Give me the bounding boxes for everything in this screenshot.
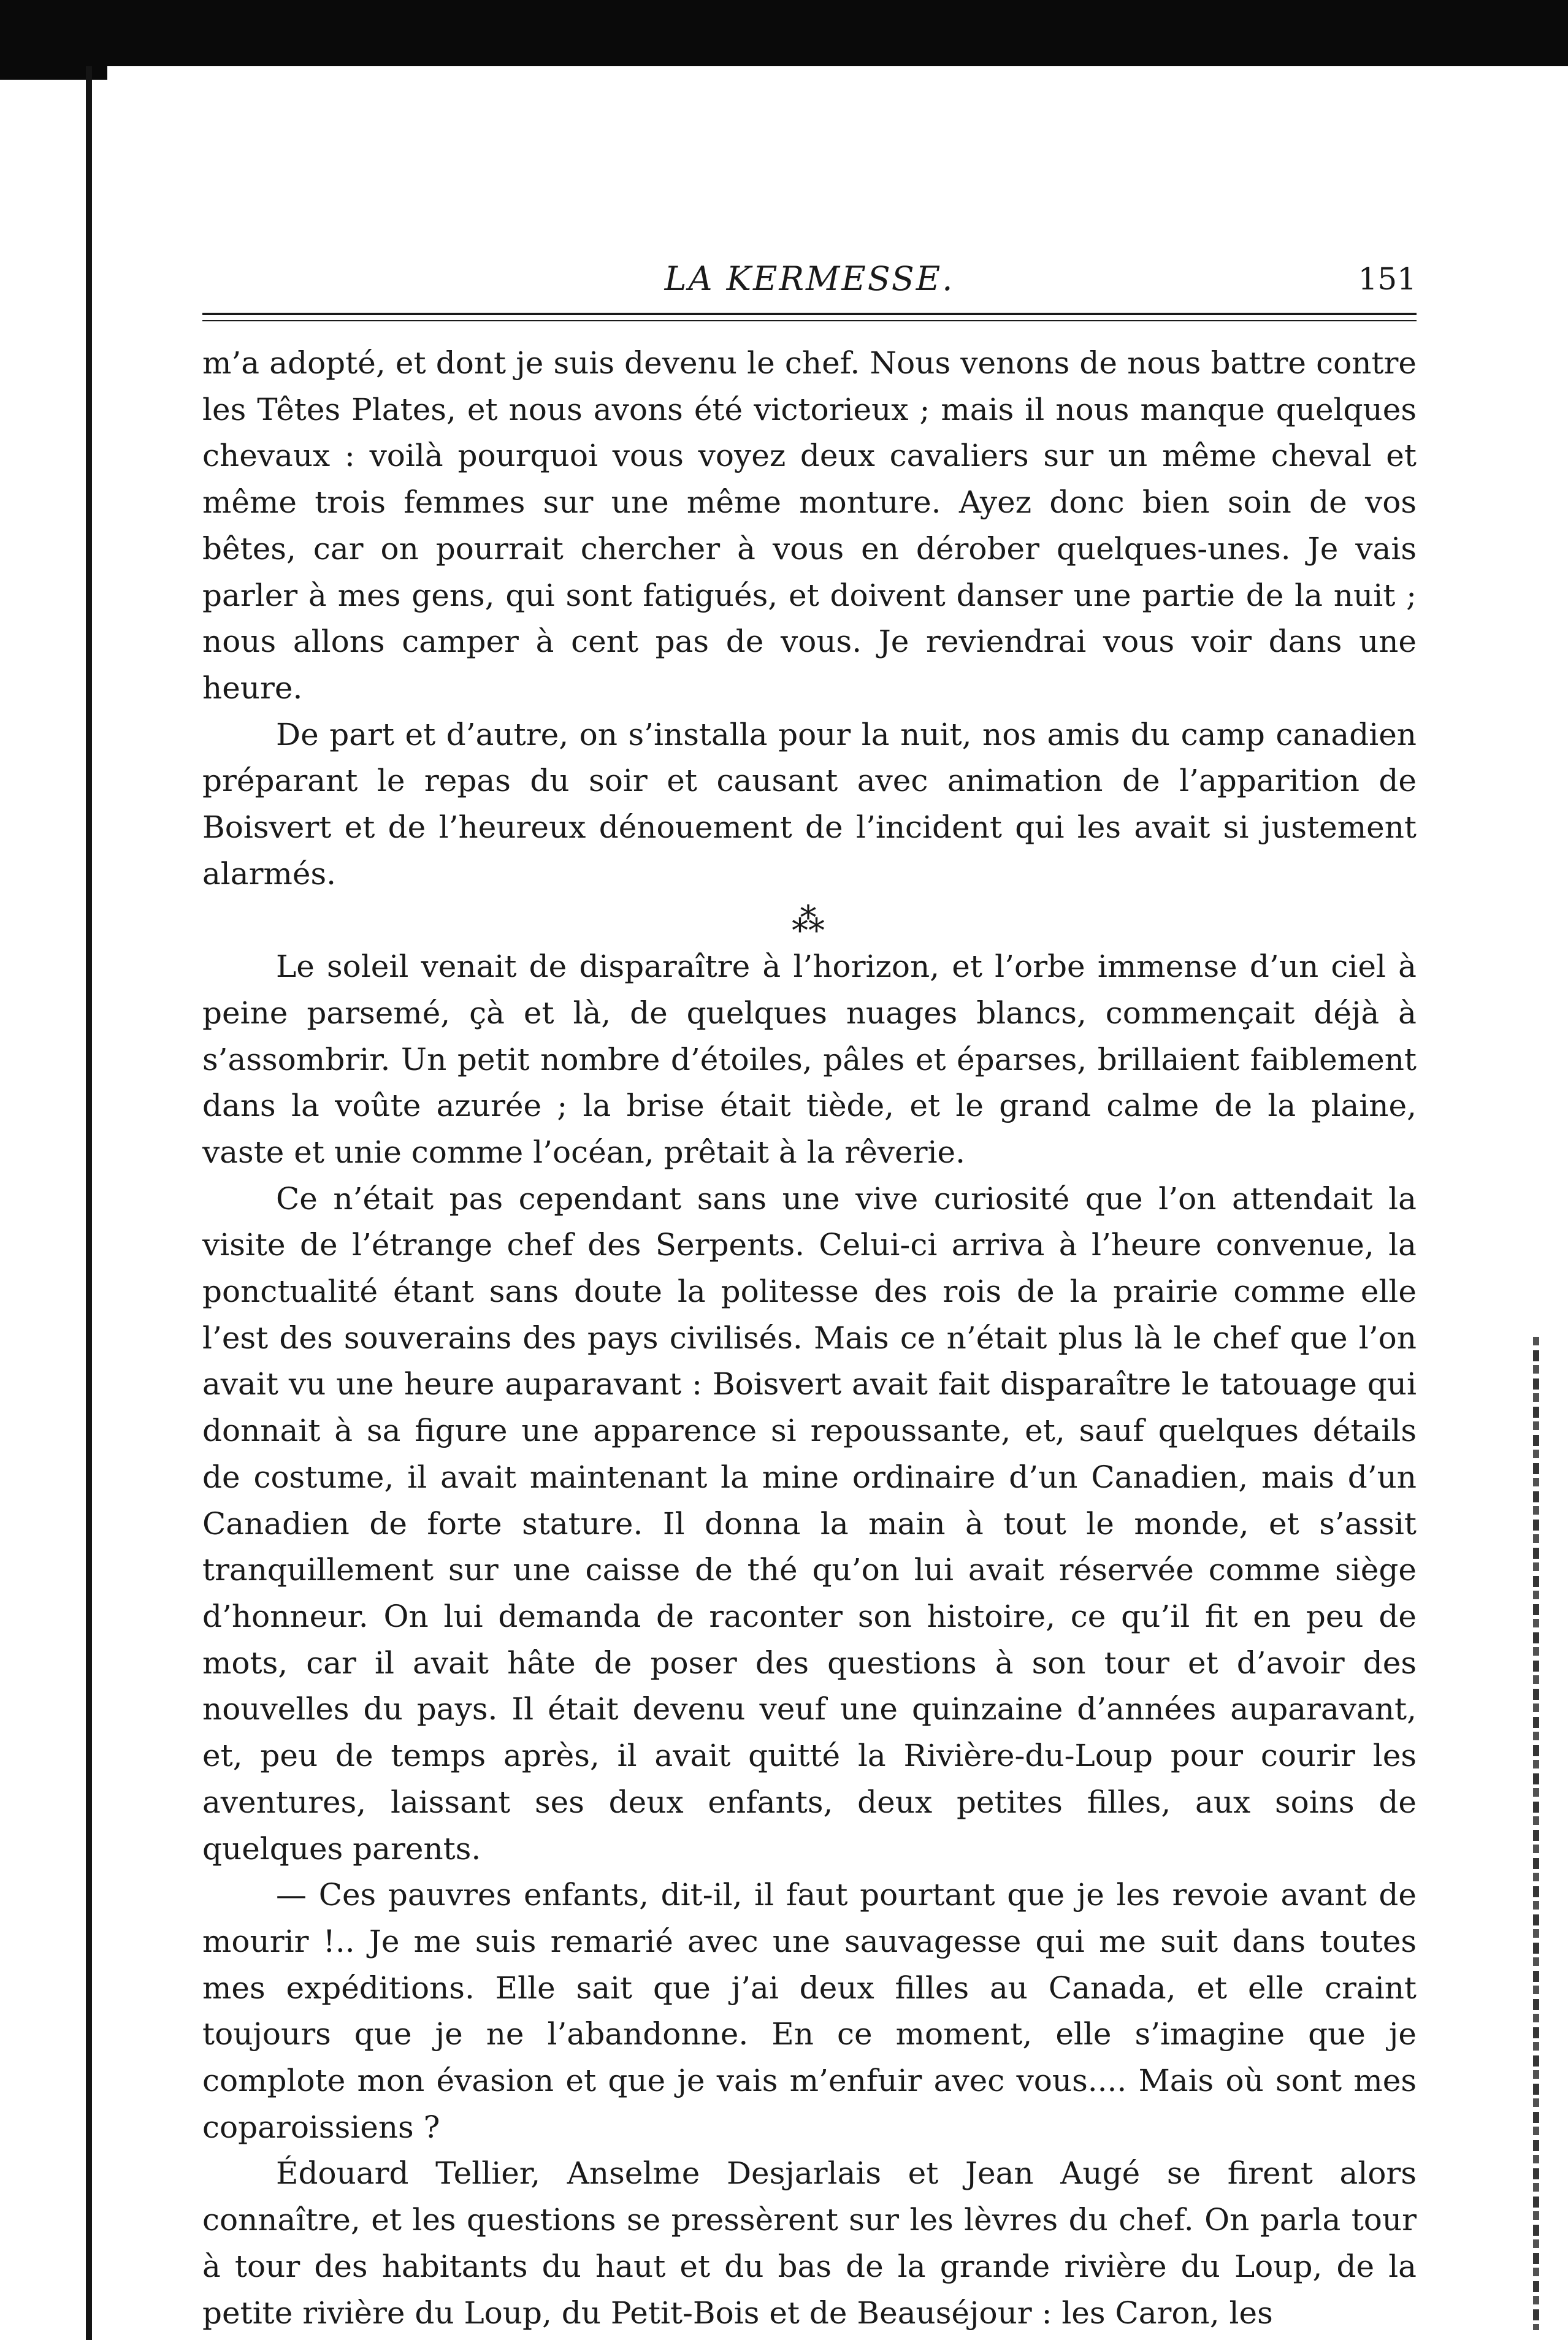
header-rule — [202, 313, 1417, 321]
paragraph-5: — Ces pauvres enfants, dit-il, il faut pourtant que je les revoie avant de mourir !.. Je me suis remarié avec une sauvagesse qui me suit dans toutes mes expéditions. Elle sait que j’ai deux filles au Canada, et elle craint toujours que je ne l’abandonne. En ce moment, elle s’imagine que je complote mon évasion et que je vais m’enfuir avec vous.... Mais où sont mes coparoissiens ? — [202, 1877, 1417, 2145]
running-header — [202, 254, 1417, 304]
page-number: 151 — [1358, 261, 1417, 297]
scan-border-right — [1533, 1337, 1539, 2330]
page-body — [202, 340, 1417, 2336]
running-title: LA KERMESSE. — [664, 259, 955, 298]
paragraph-1: m’a adopté, et dont je suis devenu le chef. Nous venons de nous battre contre les Têtes Plates, et nous avons été victorieux ; mais il nous manque quelques chevaux : voilà pourquoi vous voyez deux cavaliers sur un même cheval et même trois femmes sur une même monture. Ayez donc bien soin de vos bêtes, car on pourrait chercher à vous en dérober quelques-unes. Je vais parler à mes gens, qui sont fatigués, et doivent danser une partie de la nuit ; nous allons camper à cent pas de vous. Je reviendrai vous voir dans une heure. — [202, 345, 1417, 706]
paragraph-3: Le soleil venait de disparaître à l’horizon, et l’orbe immense d’un ciel à peine parsemé, çà et là, de quelques nuages blancs, commençait déjà à s’assombrir. Un petit nombre d’étoiles, pâles et éparses, brillaient faiblement dans la voûte azurée ; la brise était tiède, et le grand calme de la plaine, vaste et unie comme l’océan, prêtait à la rêverie. — [202, 949, 1417, 1170]
paragraph-2: De part et d’autre, on s’installa pour la nuit, nos amis du camp canadien préparant le repas du soir et causant avec animation de l’apparition de Boisvert et de l’heureux dénouement de l’incident qui les avait si justement alarmés. — [202, 716, 1417, 892]
paragraph-6: Édouard Tellier, Anselme Desjarlais et Jean Augé se firent alors connaître, et les questions se pressèrent sur les lèvres du chef. On parla tour à tour des habitants du haut et du bas de la grande rivière du Loup, de la petite rivière du Loup, du Petit-Bois et de Beauséjour : les Caron, les — [202, 2155, 1417, 2331]
paragraph-4: Ce n’était pas cependant sans une vive curiosité que l’on attendait la visite de l’étrange chef des Serpents. Celui-ci arriva à l’heure convenue, la ponctualité étant sans doute la politesse des rois de la prairie comme elle l’est des souverains des pays civilisés. Mais ce n’était plus là le chef que l’on avait vu une heure auparavant : Boisvert avait fait disparaître le tatouage qui donnait à sa figure une apparence si repoussante, et, sauf quelques détails de costume, il avait maintenant la mine ordinaire d’un Canadien, mais d’un Canadien de forte stature. Il donna la main à tout le monde, et s’assit tranquillement sur une caisse de thé qu’on lui avait réservée comme siège d’honneur. On lui demanda de raconter son histoire, ce qu’il fit en peu de mots, car il avait hâte de poser des questions à son tour et d’avoir des nouvelles du pays. Il était devenu veuf une quinzaine d’années auparavant, et, peu de temps après, il avait quitté la Rivière-du-Loup pour courir les aventures, laissant ses deux enfants, deux petites filles, aux soins de quelques parents. — [202, 1180, 1417, 1867]
scan-border-top — [0, 0, 1568, 66]
scan-border-left — [86, 66, 92, 2340]
section-separator: ⁂ — [792, 901, 827, 940]
